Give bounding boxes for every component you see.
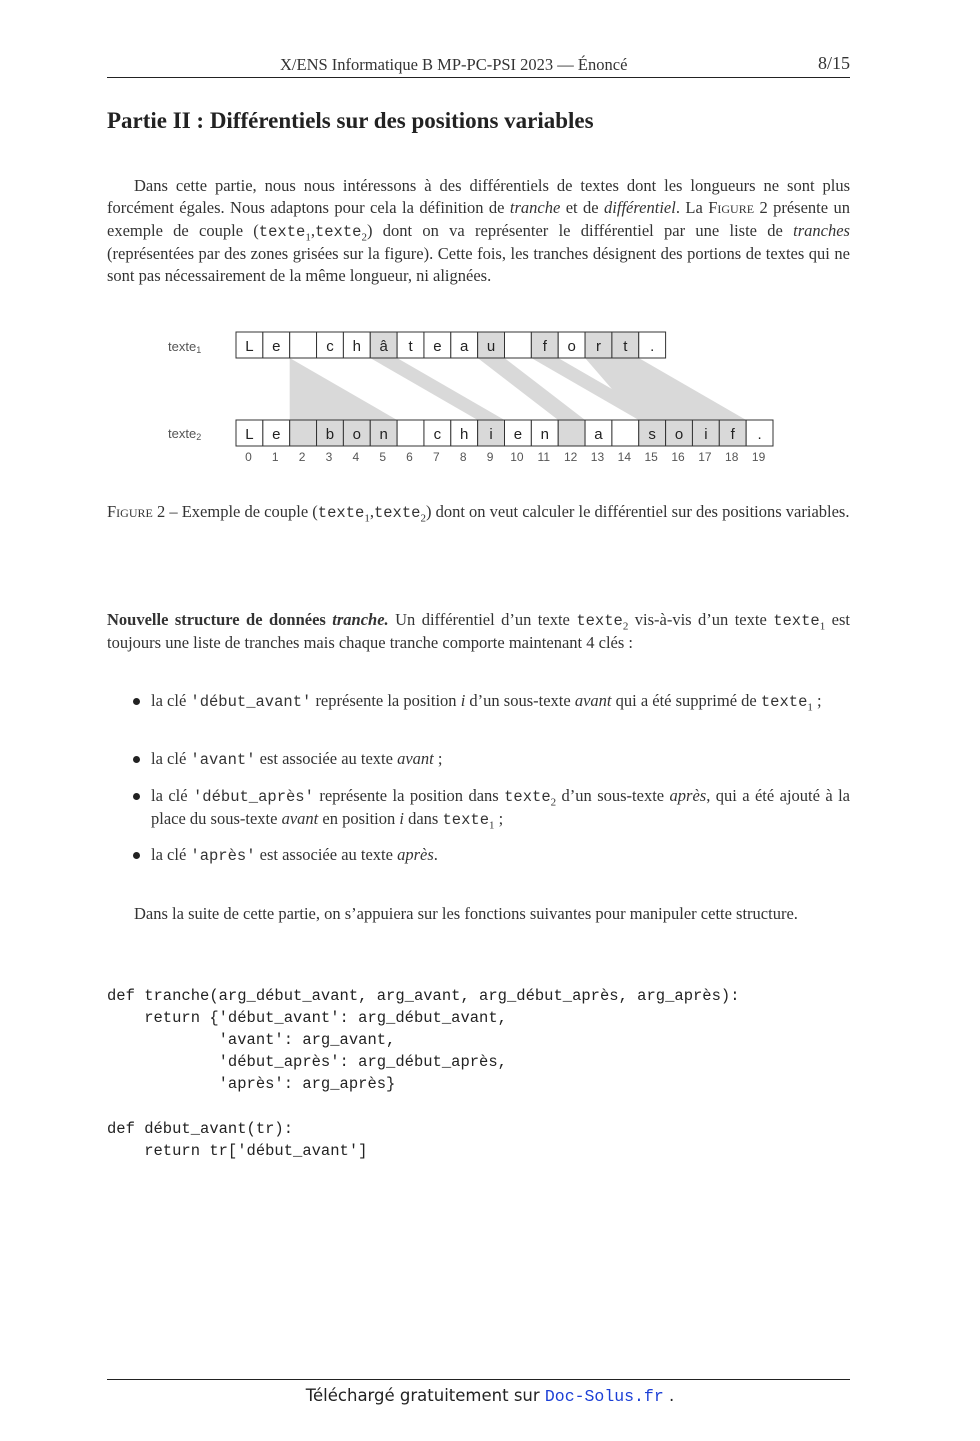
bullet-debut-avant: la clé 'début_avant' représente la position i d’un sous-texte avant qui a été supprimé de texte$_1$ ;: [151, 691, 822, 714]
texte1-char-9: u: [486, 338, 496, 355]
bullet-dot: [133, 852, 140, 859]
texte2-char-19: .: [757, 426, 762, 443]
texte1-cell-2: [290, 332, 317, 358]
suite-paragraph: Dans la suite de cette partie, on s’appuiera sur les fonctions suivantes pour manipuler cette structure.: [134, 904, 798, 923]
texte1-char-5: â: [379, 338, 388, 355]
texte1-label: texte1: [168, 339, 202, 355]
tranche-band-0: [290, 358, 397, 420]
code-line: return tr['début_avant']: [107, 1142, 368, 1160]
texte1-cell-10: [505, 332, 532, 358]
texte2-char-17: i: [704, 426, 708, 443]
index-label-14: 14: [617, 450, 632, 464]
texte2-char-0: L: [245, 426, 254, 443]
index-label-1: 1: [271, 450, 279, 464]
index-label-5: 5: [379, 450, 387, 464]
index-label-0: 0: [245, 450, 252, 464]
texte2-char-15: s: [648, 426, 656, 443]
texte2-char-18: f: [730, 426, 735, 443]
index-label-16: 16: [671, 450, 685, 464]
texte2-char-4: o: [352, 426, 361, 443]
code-line: def tranche(arg_début_avant, arg_avant, arg_début_après, arg_après):: [107, 987, 740, 1005]
index-label-10: 10: [510, 450, 524, 464]
texte2-cell-2: [290, 420, 317, 446]
index-label-6: 6: [406, 450, 413, 464]
texte2-char-8: h: [460, 426, 469, 443]
texte1-char-6: t: [408, 338, 413, 355]
index-label-11: 11: [537, 450, 551, 464]
index-label-12: 12: [563, 450, 578, 464]
header-rule: [107, 77, 850, 78]
texte1-char-11: f: [542, 338, 547, 355]
bullet-dot: [133, 793, 140, 800]
footer-rule: [107, 1379, 850, 1380]
texte1-char-14: t: [623, 338, 628, 355]
texte1-char-8: a: [460, 338, 469, 355]
texte1-char-4: h: [352, 338, 361, 355]
bullet-avant: la clé 'avant' est associée au texte avant ;: [151, 749, 443, 769]
texte2-char-11: n: [540, 426, 549, 443]
texte2-cell-14: [612, 420, 639, 446]
index-label-19: 19: [751, 450, 766, 464]
texte2-char-3: b: [325, 426, 335, 443]
code-line: 'début_après': arg_début_après,: [107, 1053, 507, 1071]
texte1-char-7: e: [433, 338, 442, 355]
texte1-char-3: c: [326, 338, 334, 355]
bullet-apres: la clé 'après' est associée au texte après.: [151, 845, 438, 865]
code-line: 'avant': arg_avant,: [107, 1031, 396, 1049]
code-line: def début_avant(tr):: [107, 1120, 294, 1138]
bullet-dot: [133, 698, 140, 705]
index-label-2: 2: [298, 450, 306, 464]
texte2-label: texte2: [168, 426, 202, 442]
texte2-char-9: i: [489, 426, 493, 443]
code-line: 'après': arg_après}: [107, 1075, 396, 1093]
texte2-char-5: n: [379, 426, 388, 443]
intro-paragraph: Dans cette partie, nous nous intéressons à des différentiels de textes dont les longueurs ne sont plus forcément égales. Nous adaptons pour cela la définition de tranche et de différentiel. La Figure 2 présente un exemple de couple (texte$_1$,texte$_2$) dont on va représenter le différentiel par une liste de tranches (représentées par des zones grisées sur la figure). Cette fois, les tranches désignent des portions de textes qui ne sont pas nécessairement de la même longueur, ni alignées.: [107, 176, 851, 286]
bullet-dot: [133, 756, 140, 763]
index-label-8: 8: [459, 450, 467, 464]
code-line: return {'début_avant': arg_début_avant,: [107, 1009, 507, 1027]
index-label-3: 3: [325, 450, 333, 464]
footer: Téléchargé gratuitement sur Doc-Solus.fr .: [305, 1386, 675, 1406]
page-header-title: X/ENS Informatique B MP-PC-PSI 2023 — Énoncé: [280, 55, 628, 74]
figure-ref: Figure 2: [708, 198, 768, 218]
texte1-char-1: e: [272, 338, 281, 355]
texte2-char-10: e: [513, 426, 523, 443]
index-label-9: 9: [486, 450, 494, 464]
section-title: Partie II : Différentiels sur des positions variables: [107, 108, 594, 133]
texte2-cell-12: [558, 420, 585, 446]
texte2-char-13: a: [594, 426, 603, 443]
index-label-13: 13: [590, 450, 605, 464]
figure-caption: Figure 2 – Exemple de couple (texte$_1$,texte$_2$) dont on veut calculer le différentiel sur des positions variables.: [107, 502, 850, 525]
index-label-17: 17: [698, 450, 712, 464]
texte2-cell-6: [397, 420, 424, 446]
doc-solus-link[interactable]: Doc-Solus.fr: [544, 1387, 664, 1406]
texte1-char-15: .: [650, 338, 655, 355]
tranche-band-1: [370, 358, 504, 420]
index-label-7: 7: [433, 450, 440, 464]
texte2-char-1: e: [272, 426, 281, 443]
texte1-char-0: L: [245, 338, 254, 355]
index-label-4: 4: [352, 450, 360, 464]
index-label-18: 18: [725, 450, 739, 464]
page-number: 8/15: [817, 53, 850, 73]
texte2-char-16: o: [674, 426, 684, 443]
figure-diff-diagram: [0, 320, 980, 470]
texte1-char-13: r: [595, 338, 601, 355]
structure-paragraph: Nouvelle structure de données tranche. Un différentiel d’un texte texte$_2$ vis-à-vis d’un texte texte$_1$ est toujours une liste de tranches mais chaque tranche comporte maintenant 4 clés :: [107, 610, 850, 653]
index-label-15: 15: [644, 450, 658, 464]
texte2-char-7: c: [433, 426, 442, 443]
texte1-char-12: o: [567, 338, 576, 355]
bullet-debut-apres: la clé 'début_après' représente la position dans texte$_2$ d’un sous-texte après, qui a été ajouté à la place du sous-texte avant en position i dans texte$_1$ ;: [151, 786, 851, 832]
